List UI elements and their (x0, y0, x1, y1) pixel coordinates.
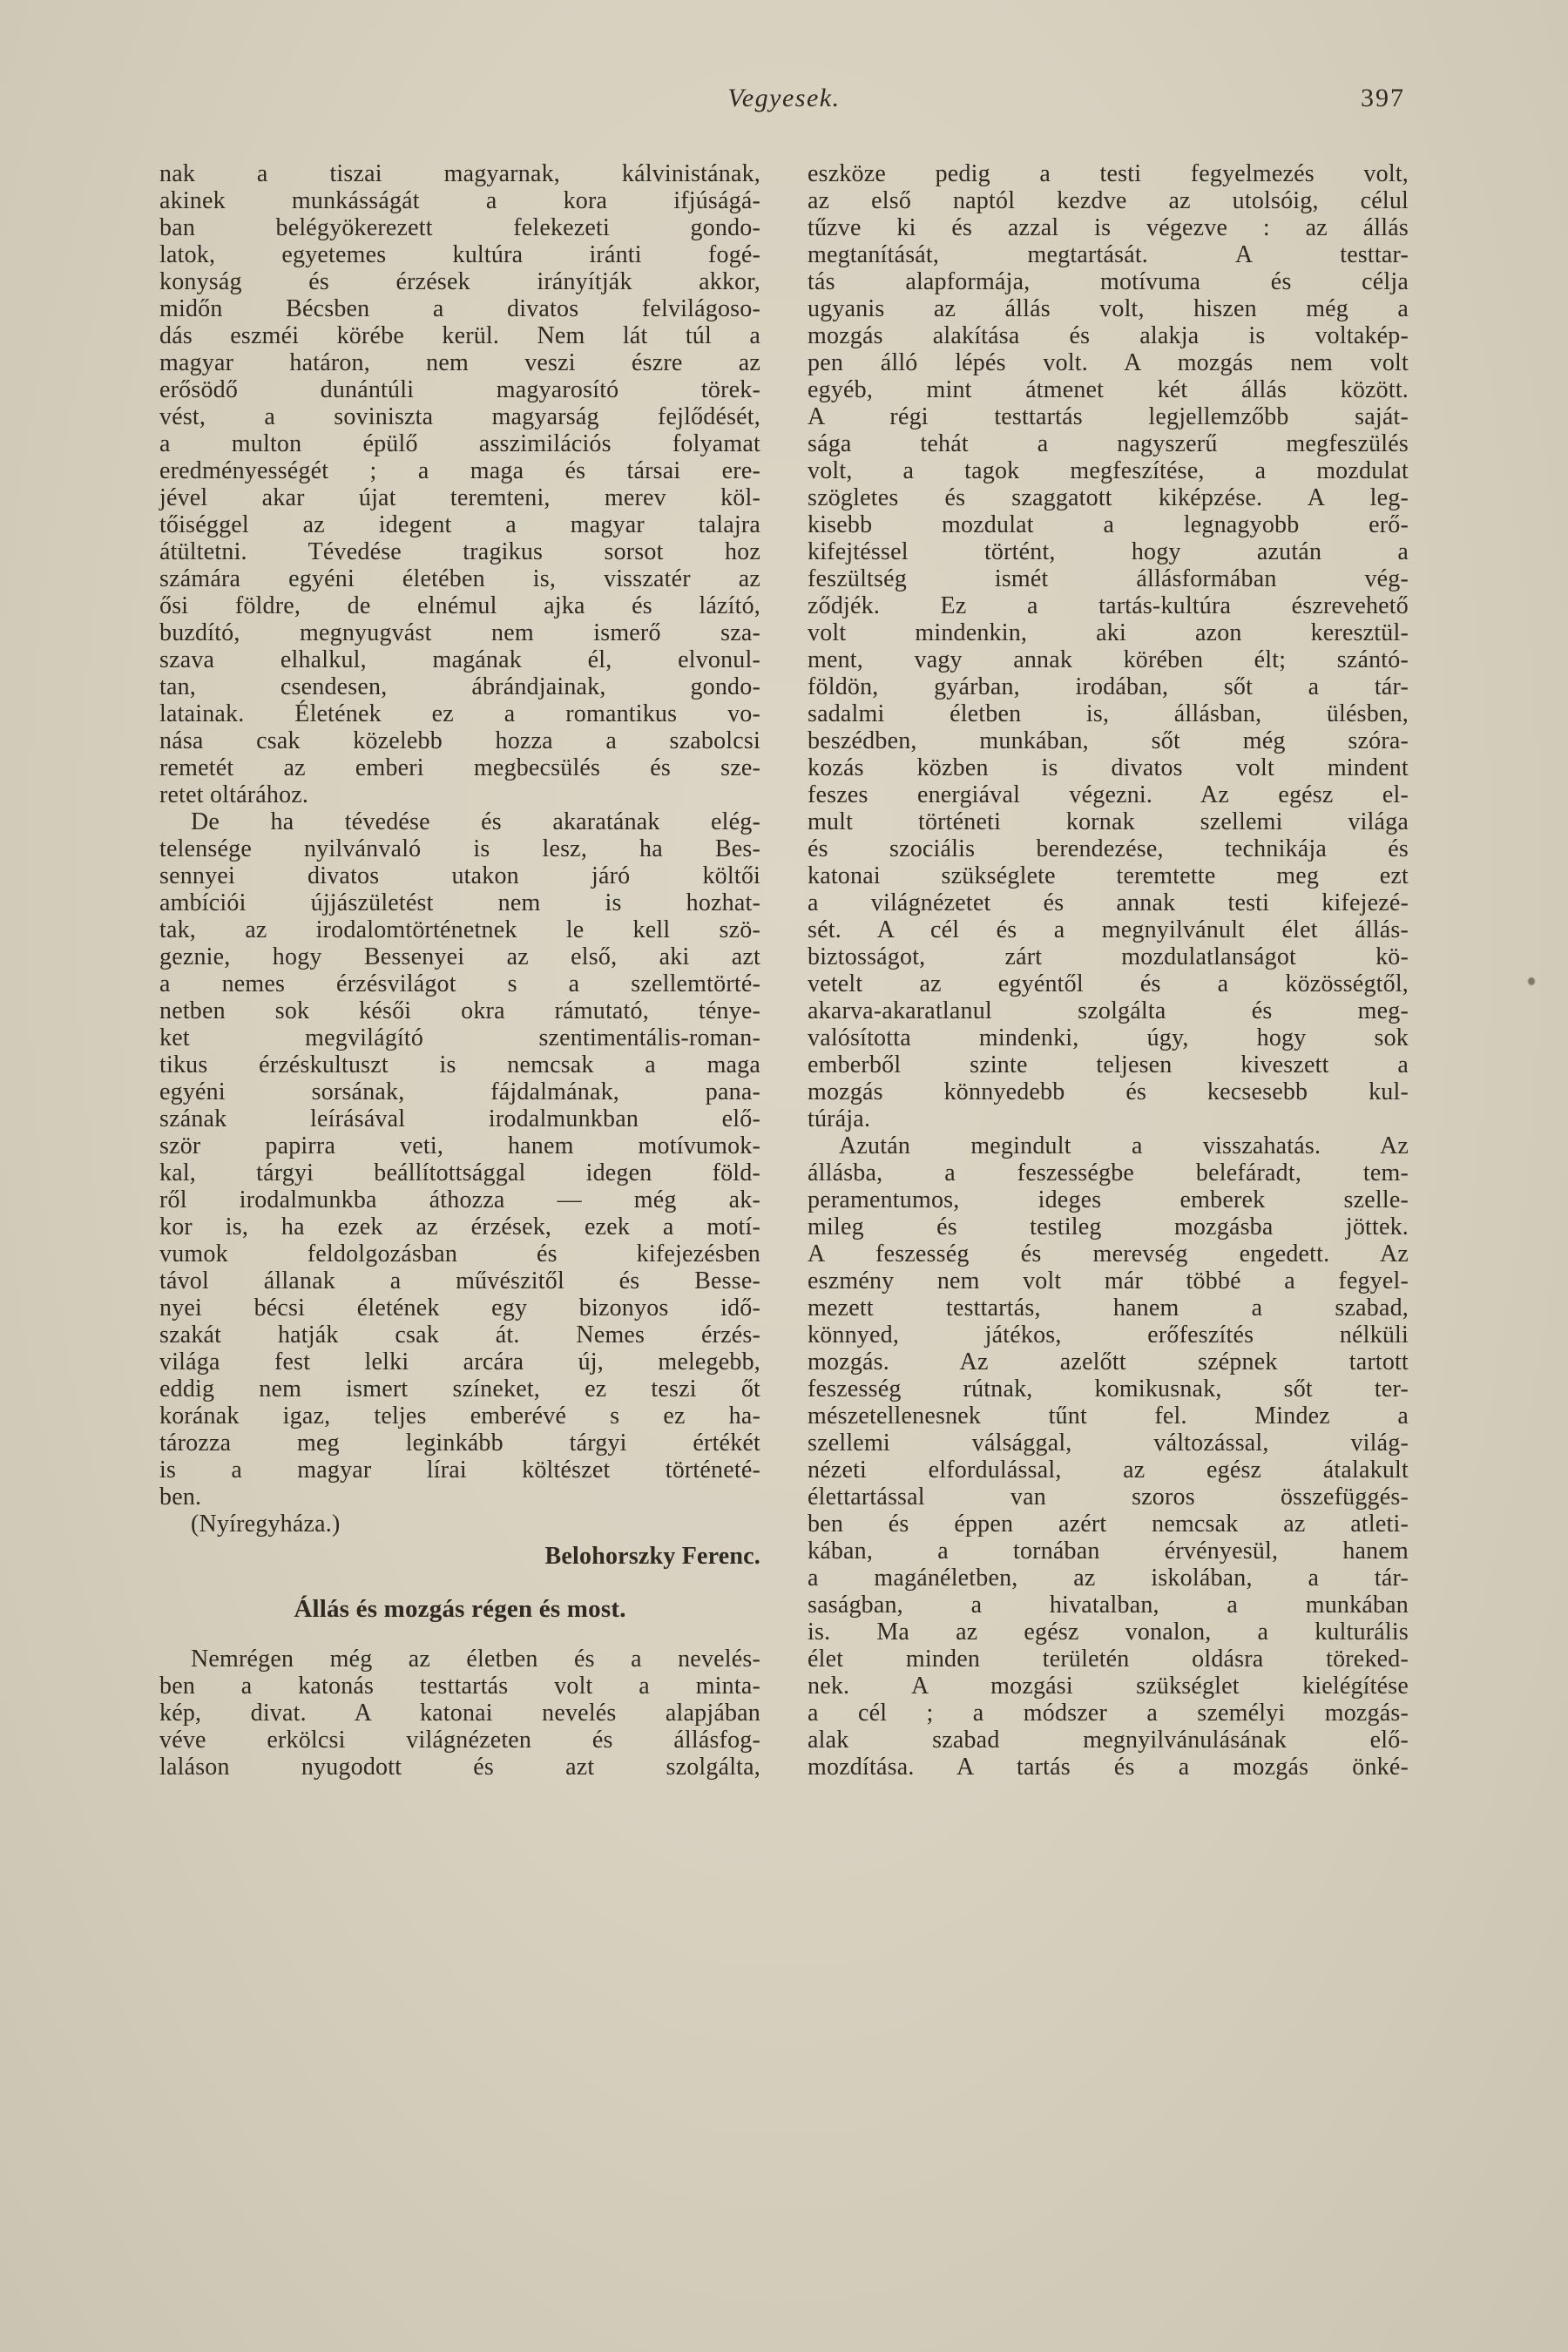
text-line: számára egyéni életében is, visszatér az (159, 565, 760, 592)
text-line: a nemes érzésvilágot s a szellemtörté- (159, 970, 760, 997)
text-line: mozgás. Az azelőtt szépnek tartott (808, 1348, 1409, 1375)
text-line: kisebb mozdulat a legnagyobb erő- (808, 511, 1409, 538)
text-line: vumok feldolgozásban és kifejezésben (159, 1240, 760, 1267)
text-line: eszköze pedig a testi fegyelmezés volt, (808, 160, 1409, 187)
text-line: latainak. Életének ez a romantikus vo- (159, 700, 760, 727)
text-line: ről irodalmunkba áthozza — még ak- (159, 1186, 760, 1213)
text-line: sennyei divatos utakon járó költői (159, 862, 760, 889)
text-line: mozdítása. A tartás és a mozgás önké- (808, 1754, 1409, 1781)
text-line: is. Ma az egész vonalon, a kulturális (808, 1619, 1409, 1646)
text-line: kozás közben is divatos volt mindent (808, 754, 1409, 781)
text-line: feszültség ismét állásformában vég- (808, 565, 1409, 592)
text-line: kifejtéssel történt, hogy azután a (808, 538, 1409, 565)
text-line: ugyanis az állás volt, hiszen még a (808, 295, 1409, 322)
text-line: ban belégyökerezett felekezeti gondo- (159, 214, 760, 241)
text-line: emberből szinte teljesen kiveszett a (808, 1051, 1409, 1078)
text-line: nézeti elfordulással, az egész átalakult (808, 1456, 1409, 1484)
text-line: volt mindenkin, aki azon keresztül- (808, 619, 1409, 646)
text-line: sét. A cél és a megnyilvánult élet állás- (808, 916, 1409, 943)
text-line: ben. (159, 1484, 202, 1511)
text-line: tak, az irodalomtörténetnek le kell szö- (159, 916, 760, 943)
text-line: egyéb, mint átmenet két állás között. (808, 376, 1409, 403)
text-line: akarva-akaratlanul szolgálta és meg- (808, 997, 1409, 1024)
text-line: ben és éppen azért nemcsak az atleti- (808, 1511, 1409, 1538)
text-line: biztosságot, zárt mozdulatlanságot kö- (808, 943, 1409, 970)
text-line: kában, a tornában érvényesül, hanem (808, 1538, 1409, 1565)
text-line: feszes energiával végezni. Az egész el- (808, 781, 1409, 808)
text-line: kal, tárgyi beállítottsággal idegen föld- (159, 1159, 760, 1186)
text-line: élet minden területén oldásra töreked- (808, 1646, 1409, 1673)
left-column (159, 160, 760, 1781)
text-line: kor is, ha ezek az érzések, ezek a motí- (159, 1213, 760, 1240)
text-line: volt, a tagok megfeszítése, a mozdulat (808, 457, 1409, 484)
text-line: ket megvilágító szentimentális-roman- (159, 1024, 760, 1051)
text-line: geznie, hogy Bessenyei az első, aki azt (159, 943, 760, 970)
text-columns (159, 160, 1409, 1781)
text-line: mozgás alakítása és alakja is voltakép- (808, 322, 1409, 349)
text-line: mult történeti kornak szellemi világa (808, 808, 1409, 835)
text-line: világa fest lelki arcára új, melegebb, (159, 1348, 760, 1375)
text-line: buzdító, megnyugvást nem ismerő sza- (159, 619, 760, 646)
text-line: A feszesség és merevség engedett. Az (808, 1240, 1409, 1267)
text-line: konyság és érzések irányítják akkor, (159, 268, 760, 295)
text-line: tás alapformája, motívuma és célja (808, 268, 1409, 295)
text-line: saságban, a hivatalban, a munkában (808, 1592, 1409, 1619)
running-title: Vegyesek. (727, 84, 841, 112)
text-line: szellemi válsággal, változással, világ- (808, 1429, 1409, 1456)
text-line: eddig nem ismert színeket, ez teszi őt (159, 1375, 760, 1402)
text-line: nyei bécsi életének egy bizonyos idő- (159, 1294, 760, 1321)
text-line: és szociális berendezése, technikája és (808, 835, 1409, 862)
article-title: Állás és mozgás régen és most. (294, 1595, 626, 1623)
place-note: (Nyíregyháza.) (191, 1511, 341, 1538)
text-line: magyar határon, nem veszi észre az (159, 349, 760, 376)
text-line: szava elhalkul, magának él, elvonul- (159, 646, 760, 673)
text-line: ősi földre, de elnémul ajka és lázító, (159, 592, 760, 619)
text-line: tőiséggel az idegent a magyar talajra (159, 511, 760, 538)
text-line: mozgás könnyedebb és kecsesebb kul- (808, 1078, 1409, 1105)
page-header (159, 84, 1409, 117)
text-line: szának leírásával irodalmunkban elő- (159, 1105, 760, 1132)
text-line: valósította mindenki, úgy, hogy sok (808, 1024, 1409, 1051)
scan-speck (1528, 977, 1535, 985)
text-line: midőn Bécsben a divatos felvilágoso- (159, 295, 760, 322)
text-line: ment, vagy annak körében élt; szántó- (808, 646, 1409, 673)
text-line: tikus érzéskultuszt is nemcsak a maga (159, 1051, 760, 1078)
text-line: Nemrégen még az életben és a nevelés- (191, 1646, 760, 1673)
text-line: netben sok késői okra rámutató, ténye- (159, 997, 760, 1024)
text-line: ször papirra veti, hanem motívumok- (159, 1132, 760, 1159)
text-line: eredményességét ; a maga és társai ere- (159, 457, 760, 484)
text-line: ződjék. Ez a tartás-kultúra észrevehető (808, 592, 1409, 619)
text-line: állásba, a feszességbe belefáradt, tem- (808, 1159, 1409, 1186)
text-line: mészetellenesnek tűnt fel. Mindez a (808, 1402, 1409, 1429)
text-line: túrája. (808, 1105, 871, 1132)
page-number: 397 (1361, 84, 1405, 112)
text-line: a magánéletben, az iskolában, a tár- (808, 1565, 1409, 1592)
text-line: katonai szükséglete teremtette meg ezt (808, 862, 1409, 889)
text-line: a multon épülő asszimilációs folyamat (159, 430, 760, 457)
text-line: szakát hatják csak át. Nemes érzés- (159, 1321, 760, 1348)
text-line: alak szabad megnyilvánulásának elő- (808, 1727, 1409, 1754)
text-line: korának igaz, teljes emberévé s ez ha- (159, 1402, 760, 1429)
text-line: nek. A mozgási szükséglet kielégítése (808, 1673, 1409, 1700)
text-line: véve erkölcsi világnézeten és állásfog- (159, 1727, 760, 1754)
text-line: peramentumos, ideges emberek szelle- (808, 1186, 1409, 1213)
text-line: mileg és testileg mozgásba jöttek. (808, 1213, 1409, 1240)
text-line: eszmény nem volt már többé a fegyel- (808, 1267, 1409, 1294)
text-line: a cél ; a módszer a személyi mozgás- (808, 1700, 1409, 1727)
text-line: vést, a soviniszta magyarság fejlődését, (159, 403, 760, 430)
text-line: tározza meg leginkább tárgyi értékét (159, 1429, 760, 1456)
author-signature: Belohorszky Ferenc. (544, 1543, 760, 1570)
text-line: átültetni. Tévedése tragikus sorsot hoz (159, 538, 760, 565)
text-line: A régi testtartás legjellemzőbb saját- (808, 403, 1409, 430)
text-line: sadalmi életben is, állásban, ülésben, (808, 700, 1409, 727)
text-line: ben a katonás testtartás volt a minta- (159, 1673, 760, 1700)
text-line: a világnézetet és annak testi kifejezé- (808, 889, 1409, 916)
text-line: az első naptól kezdve az utolsóig, célul (808, 187, 1409, 214)
text-line: ambíciói újjászületést nem is hozhat- (159, 889, 760, 916)
text-line: erősödő dunántúli magyarosító törek- (159, 376, 760, 403)
text-line: élettartással van szoros összefüggés- (808, 1484, 1409, 1511)
right-column (808, 160, 1409, 1781)
text-line: tan, csendesen, ábrándjainak, gondo- (159, 673, 760, 700)
text-line: jével akar újat teremteni, merev köl- (159, 484, 760, 511)
text-line: latok, egyetemes kultúra iránti fogé- (159, 241, 760, 268)
text-line: mezett testtartás, hanem a szabad, (808, 1294, 1409, 1321)
text-line: is a magyar lírai költészet történeté- (159, 1456, 760, 1484)
text-line: retet oltárához. (159, 781, 309, 808)
text-line: Azután megindult a visszahatás. Az (839, 1132, 1409, 1159)
text-line: könnyed, játékos, erőfeszítés nélküli (808, 1321, 1409, 1348)
text-line: megtanítását, megtartását. A testtar- (808, 241, 1409, 268)
text-line: dás eszméi körébe kerül. Nem lát túl a (159, 322, 760, 349)
text-line: beszédben, munkában, sőt még szóra- (808, 727, 1409, 754)
text-line: nása csak közelebb hozza a szabolcsi (159, 727, 760, 754)
text-line: feszesség rútnak, komikusnak, sőt ter- (808, 1375, 1409, 1402)
text-line: laláson nyugodott és azt szolgálta, (159, 1754, 760, 1781)
text-line: telensége nyilvánvaló is lesz, ha Bes- (159, 835, 760, 862)
text-line: tűzve ki és azzal is végezve : az állás (808, 214, 1409, 241)
text-line: sága tehát a nagyszerű megfeszülés (808, 430, 1409, 457)
text-line: távol állanak a művészitől és Besse- (159, 1267, 760, 1294)
text-line: szögletes és szaggatott kiképzése. A leg- (808, 484, 1409, 511)
text-line: akinek munkásságát a kora ifjúságá- (159, 187, 760, 214)
text-line: egyéni sorsának, fájdalmának, pana- (159, 1078, 760, 1105)
text-line: vetelt az egyéntől és a közösségtől, (808, 970, 1409, 997)
text-line: kép, divat. A katonai nevelés alapjában (159, 1700, 760, 1727)
text-line: remetét az emberi megbecsülés és sze- (159, 754, 760, 781)
text-line: pen álló lépés volt. A mozgás nem volt (808, 349, 1409, 376)
text-line: De ha tévedése és akaratának elég- (191, 808, 760, 835)
text-line: földön, gyárban, irodában, sőt a tár- (808, 673, 1409, 700)
text-line: nak a tiszai magyarnak, kálvinistának, (159, 160, 760, 187)
